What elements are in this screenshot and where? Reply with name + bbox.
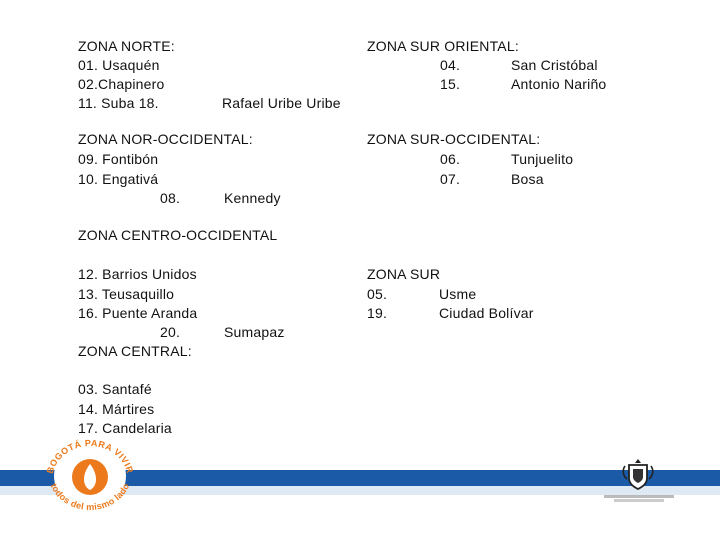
zona-nor-occidental-title: ZONA NOR-OCCIDENTAL:	[78, 131, 253, 147]
zona-norte-item: 02.Chapinero	[78, 76, 165, 92]
institution-caption	[600, 494, 678, 503]
zona-sur-oriental-title: ZONA SUR ORIENTAL:	[367, 38, 519, 54]
zona-sur-oriental-item: San Cristóbal	[511, 57, 598, 73]
zona-centro-occidental-item: 13. Teusaquillo	[78, 286, 175, 302]
zona-central-item: 14. Mártires	[78, 401, 155, 417]
zona-sur-number: 19.	[367, 305, 388, 321]
zona-sur-item: Usme	[439, 286, 477, 302]
zona-sur-title: ZONA SUR	[367, 266, 441, 282]
zona-nor-occidental-item: 09. Fontibón	[78, 151, 159, 167]
zona-sur-occidental-title: ZONA SUR-OCCIDENTAL:	[367, 131, 541, 147]
zona-norte-item: Rafael Uribe Uribe	[222, 95, 341, 111]
zona-centro-occidental-item: 16. Puente Aranda	[78, 305, 198, 321]
zona-centro-occidental-item: Sumapaz	[224, 324, 285, 340]
zona-nor-occidental-number: 08.	[160, 190, 181, 206]
bogota-logo-icon	[38, 436, 142, 512]
zona-centro-occidental-item: 12. Barrios Unidos	[78, 266, 197, 282]
zona-sur-occidental-number: 07.	[440, 171, 461, 187]
zona-norte-item: 11. Suba 18.	[78, 95, 159, 111]
zona-norte-title: ZONA NORTE:	[78, 38, 175, 54]
zona-sur-oriental-number: 04.	[440, 57, 461, 73]
logo-top-text: BOGOTÁ PARA VIVIR	[44, 437, 136, 475]
zona-sur-oriental-item: Antonio Nariño	[511, 76, 607, 92]
logo-bottom-text: todos del mismo lado	[48, 481, 132, 512]
zona-norte-item: 01. Usaquén	[78, 57, 160, 73]
zona-sur-number: 05.	[367, 286, 388, 302]
zona-centro-occidental-number: 20.	[160, 324, 181, 340]
zona-nor-occidental-item: 10. Engativá	[78, 171, 159, 187]
zona-sur-oriental-number: 15.	[440, 76, 461, 92]
zona-sur-occidental-item: Bosa	[511, 171, 544, 187]
zona-sur-item: Ciudad Bolívar	[439, 305, 534, 321]
zona-centro-occidental-title: ZONA CENTRO-OCCIDENTAL	[78, 227, 278, 243]
zona-central-item: 17. Candelaria	[78, 420, 172, 436]
zona-sur-occidental-item: Tunjuelito	[511, 151, 574, 167]
zona-central-title: ZONA CENTRAL:	[78, 343, 192, 359]
zona-nor-occidental-item: Kennedy	[224, 190, 281, 206]
coat-of-arms-icon	[620, 456, 656, 492]
zona-central-item: 03. Santafé	[78, 381, 152, 397]
zona-sur-occidental-number: 06.	[440, 151, 461, 167]
